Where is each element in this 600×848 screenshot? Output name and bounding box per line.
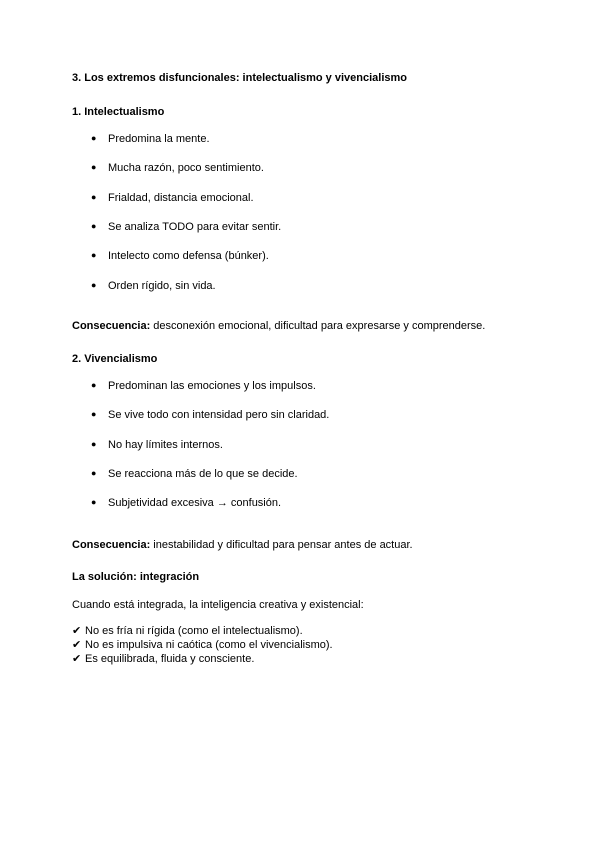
list-item-text: Orden rígido, sin vida. xyxy=(108,280,216,292)
bullet-icon: ● xyxy=(91,468,97,478)
checkmark-icon: ✔ xyxy=(72,639,82,651)
list-item xyxy=(91,378,316,393)
consequence-paragraph xyxy=(72,538,413,552)
section-heading-solucion: La solución: integración xyxy=(72,571,200,583)
solution-intro: Cuando está integrada, la inteligencia creativa y existencial: xyxy=(72,599,364,611)
consequence-text: desconexión emocional, dificultad para expresarse y comprenderse. xyxy=(150,320,486,332)
list-item xyxy=(91,495,281,510)
check-list-item xyxy=(72,652,254,666)
check-item-text: Es equilibrada, fluida y consciente. xyxy=(85,653,255,665)
list-item-text: Se vive todo con intensidad pero sin claridad. xyxy=(108,409,330,421)
list-item xyxy=(91,160,264,175)
list-item-text: Se reacciona más de lo que se decide. xyxy=(108,468,298,480)
check-item-text: No es fría ni rígida (como el intelectualismo). xyxy=(85,625,303,637)
consequence-label: Consecuencia: xyxy=(72,320,151,332)
bullet-icon: ● xyxy=(91,497,97,507)
consequence-paragraph xyxy=(72,319,485,333)
list-item xyxy=(91,131,210,146)
list-item xyxy=(91,219,281,234)
list-item-text: No hay límites internos. xyxy=(108,439,223,451)
list-item-text: Intelecto como defensa (búnker). xyxy=(108,250,269,262)
list-item-text: Predominan las emociones y los impulsos. xyxy=(108,380,316,392)
document-title: 3. Los extremos disfuncionales: intelectualismo y vivencialismo xyxy=(72,72,408,84)
consequence-label: Consecuencia: xyxy=(72,539,151,551)
list-item xyxy=(91,190,254,205)
check-list-item xyxy=(72,624,303,638)
consequence-text: inestabilidad y dificultad para pensar antes de actuar. xyxy=(150,539,413,551)
list-item-text: Se analiza TODO para evitar sentir. xyxy=(108,221,282,233)
checkmark-icon: ✔ xyxy=(72,653,82,665)
bullet-icon: ● xyxy=(91,162,97,172)
bullet-icon: ● xyxy=(91,280,97,290)
check-item-text: No es impulsiva ni caótica (como el vivencialismo). xyxy=(85,639,333,651)
list-item-text: Predomina la mente. xyxy=(108,133,210,145)
bullet-icon: ● xyxy=(91,221,97,231)
list-item xyxy=(91,278,216,293)
bullet-icon: ● xyxy=(91,133,97,143)
check-list-item xyxy=(72,638,333,652)
section-heading-intelectualismo: 1. Intelectualismo xyxy=(72,106,165,118)
list-item xyxy=(91,466,298,481)
list-item-text: Subjetividad excesiva → confusión. xyxy=(108,497,282,509)
bullet-icon: ● xyxy=(91,439,97,449)
list-item-text: Mucha razón, poco sentimiento. xyxy=(108,162,264,174)
bullet-icon: ● xyxy=(91,409,97,419)
list-item xyxy=(91,437,223,452)
section-heading-vivencialismo: 2. Vivencialismo xyxy=(72,353,158,365)
bullet-icon: ● xyxy=(91,192,97,202)
bullet-icon: ● xyxy=(91,250,97,260)
checkmark-icon: ✔ xyxy=(72,625,82,637)
list-item-text: Frialdad, distancia emocional. xyxy=(108,192,254,204)
bullet-icon: ● xyxy=(91,380,97,390)
list-item xyxy=(91,407,329,422)
list-item xyxy=(91,248,269,263)
